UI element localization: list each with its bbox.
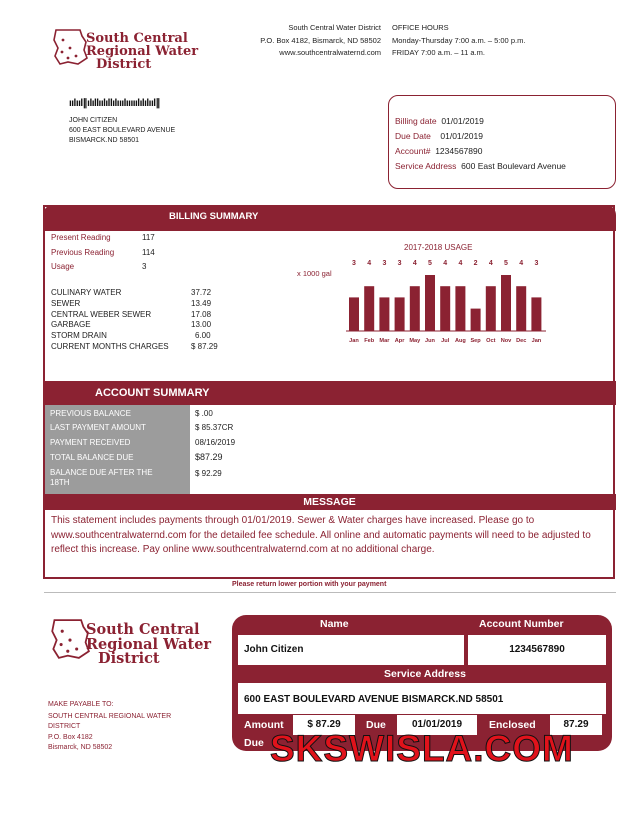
recipient-street: 600 EAST BOULEVARD AVENUE — [69, 127, 176, 134]
usage-bar-data-label: 4 — [443, 260, 448, 267]
account-summary-rows — [50, 406, 310, 492]
usage-month-label: Jul — [441, 338, 450, 344]
stub-account-field[interactable] — [468, 635, 606, 665]
stub-amount: $ 87.29 — [307, 719, 341, 730]
usage-bar-data-label: 5 — [504, 260, 508, 267]
account-number: 1234567890 — [435, 146, 483, 156]
state-map-icon — [50, 617, 90, 661]
account-row-label: TOTAL BALANCE DUE — [50, 452, 134, 462]
usage-month-label: Feb — [364, 338, 375, 344]
stub-account-label: Account Number — [479, 618, 564, 630]
charge-label: CULINARY WATER — [51, 288, 122, 297]
usage-bar — [425, 275, 435, 331]
account-row-label: LAST PAYMENT AMOUNT — [50, 423, 146, 433]
usage-month-label: Jan — [349, 338, 359, 344]
stub-name: John Citizen — [244, 644, 304, 655]
usage-chart-title: 2017-2018 USAGE — [404, 243, 473, 252]
account-row — [50, 406, 310, 421]
charge-value: 6.00 — [195, 331, 211, 341]
usage-month-label: Sep — [470, 338, 481, 344]
usage-month-label: Nov — [500, 338, 512, 344]
account-row-value: $ 92.29 — [195, 468, 222, 478]
usage-month-label: Dec — [516, 338, 527, 344]
district-address — [238, 22, 381, 60]
usage-bar — [395, 297, 405, 331]
address-line2: P.O. Box 4182, Bismarck, ND 58502 — [260, 35, 381, 45]
usage-bar — [455, 286, 465, 331]
usage-bar-data-label: 3 — [382, 260, 387, 267]
logo-line2: Regional Water — [86, 44, 199, 59]
account-row-value: $ .00 — [195, 408, 213, 418]
account-row — [50, 421, 310, 436]
charge-label: CENTRAL WEBER SEWER — [51, 309, 152, 319]
charge-value: 13.00 — [191, 320, 212, 330]
stub-name-field[interactable] — [238, 635, 464, 665]
office-hours — [392, 22, 582, 60]
account-row-value: $ 85.37CR — [195, 423, 234, 433]
address-line3: www.southcentralwaternd.com — [279, 48, 381, 57]
stub-name-label: Name — [320, 618, 349, 630]
logo-line2: Regional Water — [86, 635, 212, 653]
watermark — [270, 728, 574, 770]
stub-account: 1234567890 — [509, 644, 565, 655]
usage-bar-data-label: 4 — [458, 260, 463, 267]
account-summary-header — [43, 381, 616, 405]
usage-bar — [379, 297, 389, 331]
service-address-label: Service Address — [395, 161, 457, 171]
usage-bar-data-label: 3 — [534, 260, 539, 267]
usage-chart — [346, 255, 546, 347]
usage-month-label: Apr — [394, 338, 405, 344]
logo-line3: District — [98, 650, 160, 667]
billing-date: 01/01/2019 — [441, 116, 484, 126]
charge-value: 13.49 — [191, 298, 212, 308]
usage-month-label: Aug — [454, 338, 466, 344]
payable-line3: P.O. Box 4182 — [48, 733, 93, 741]
usage-month-label: Jan — [531, 338, 542, 344]
message-header — [43, 494, 616, 510]
tear-line — [44, 592, 616, 593]
return-note: Please return lower portion with your payment — [232, 581, 387, 588]
payable-line4: Bismarck, ND 58502 — [48, 744, 113, 751]
usage-month-label: Oct — [486, 338, 496, 344]
payable-title: MAKE PAYABLE TO: — [48, 701, 114, 708]
usage-bar-data-label: 2 — [473, 260, 478, 267]
usage-bar — [501, 275, 511, 331]
previous-reading-row — [51, 246, 155, 260]
present-reading-value: 117 — [142, 233, 155, 242]
charge-label: SEWER — [51, 298, 81, 308]
usage-bar — [349, 297, 359, 331]
due-date: 01/01/2019 — [440, 131, 483, 141]
previous-reading-value: 114 — [142, 248, 155, 257]
usage-month-label: May — [409, 338, 421, 344]
district-logo — [52, 28, 198, 71]
account-summary-title: ACCOUNT SUMMARY — [95, 387, 210, 399]
account-row — [50, 450, 310, 465]
account-row-label: PAYMENT RECEIVED — [50, 437, 131, 447]
message-title: MESSAGE — [303, 496, 356, 508]
recipient-name: JOHN CITIZEN — [69, 117, 118, 124]
usage-bar — [531, 297, 541, 331]
stub-service-address: 600 EAST BOULEVARD AVENUE BISMARCK.ND 58501 — [244, 694, 504, 705]
logo-line1: South Central — [86, 621, 200, 638]
logo-line3: District — [96, 57, 152, 72]
account-row — [50, 464, 310, 492]
hours-weekday: Monday-Thursday 7:00 a.m. – 5:00 p.m. — [392, 35, 526, 45]
state-map-icon — [52, 28, 88, 66]
account-label: Account# — [395, 146, 431, 156]
payable-line2: DISTRICT — [48, 723, 81, 730]
charge-value: 37.72 — [191, 288, 212, 297]
usage-label: Usage — [51, 262, 75, 271]
service-address: 600 East Boulevard Avenue — [461, 161, 566, 171]
stub-due-label: Due — [366, 719, 386, 731]
charge-label: STORM DRAIN — [51, 331, 107, 341]
usage-bar — [516, 286, 526, 331]
present-reading-label: Present Reading — [51, 233, 111, 242]
account-row-value: $87.29 — [195, 452, 223, 463]
account-row-value: 08/16/2019 — [195, 437, 236, 447]
address-line1: South Central Water District — [288, 23, 381, 32]
billing-summary-header — [43, 205, 616, 231]
usage-chart-ylabel: x 1000 gal — [297, 269, 332, 278]
billing-summary-title: BILLING SUMMARY — [169, 211, 259, 222]
district-logo-stub — [50, 617, 211, 667]
postal-barcode: ıılııl∥ılıllıılıllılııılııııılılılııl∥ — [69, 98, 161, 109]
stub-enclosed-label: Enclosed — [489, 719, 536, 731]
charge-label: CURRENT MONTHS CHARGES — [51, 341, 169, 351]
payable-line1: SOUTH CENTRAL REGIONAL WATER — [48, 712, 172, 720]
usage-bar-data-label: 5 — [428, 260, 432, 267]
message-body: This statement includes payments through 01/01/2019. Sewer & Water charges have increased. Please go to www.southcentralwaternd.com for the detailed fee schedule. All online and automatic payments will need to be adjusted to reflect this increase. Pay online www.southcentralwaternd.com at no additional charge. — [51, 515, 591, 555]
account-row — [50, 435, 310, 450]
account-row-label: PREVIOUS BALANCE — [50, 408, 131, 418]
charge-values — [191, 288, 231, 353]
account-row-label: BALANCE DUE AFTER THE 18TH — [50, 468, 153, 488]
usage-bar — [364, 286, 374, 331]
usage-bar-data-label: 3 — [352, 260, 356, 267]
stub-service-label: Service Address — [384, 668, 466, 680]
stub-amount-label: Amount — [244, 719, 284, 731]
usage-bar-data-label: 4 — [367, 260, 372, 267]
recipient-address — [69, 116, 175, 146]
logo-line1: South Central — [86, 31, 188, 46]
usage-bar — [471, 309, 481, 331]
present-reading-row — [51, 231, 155, 245]
stub-enclosed: 87.29 — [563, 719, 589, 730]
usage-bar — [410, 286, 420, 331]
stub-due-date: 01/01/2019 — [411, 719, 463, 730]
charge-labels — [51, 288, 169, 353]
usage-bar-data-label: 3 — [397, 260, 402, 267]
billing-date-label: Billing date — [395, 116, 437, 126]
billing-info-box — [388, 95, 616, 189]
charge-label: GARBAGE — [51, 320, 91, 330]
stub-amount-due-label: Due — [244, 737, 264, 749]
charge-value: 17.08 — [191, 309, 212, 319]
usage-bar — [440, 286, 450, 331]
hours-friday: FRIDAY 7:00 a.m. – 11 a.m. — [392, 48, 485, 57]
usage-bar-data-label: 4 — [519, 260, 524, 267]
usage-month-label: Jun — [425, 338, 435, 344]
usage-bar-data-label: 4 — [412, 260, 417, 267]
usage-month-label: Mar — [379, 338, 390, 344]
recipient-city: BISMARCK.ND 58501 — [69, 137, 140, 144]
hours-title: OFFICE HOURS — [392, 23, 449, 32]
make-payable-block — [48, 700, 171, 754]
usage-row — [51, 260, 146, 274]
stub-service-field[interactable] — [238, 683, 606, 714]
usage-value: 3 — [142, 262, 147, 271]
usage-bar — [486, 286, 496, 331]
due-date-label: Due Date — [395, 131, 431, 141]
previous-reading-label: Previous Reading — [51, 248, 115, 257]
watermark-text: SKSWISLA.COM — [270, 728, 574, 769]
usage-bar-data-label: 4 — [488, 260, 493, 267]
charge-value: $ 87.29 — [191, 341, 218, 351]
